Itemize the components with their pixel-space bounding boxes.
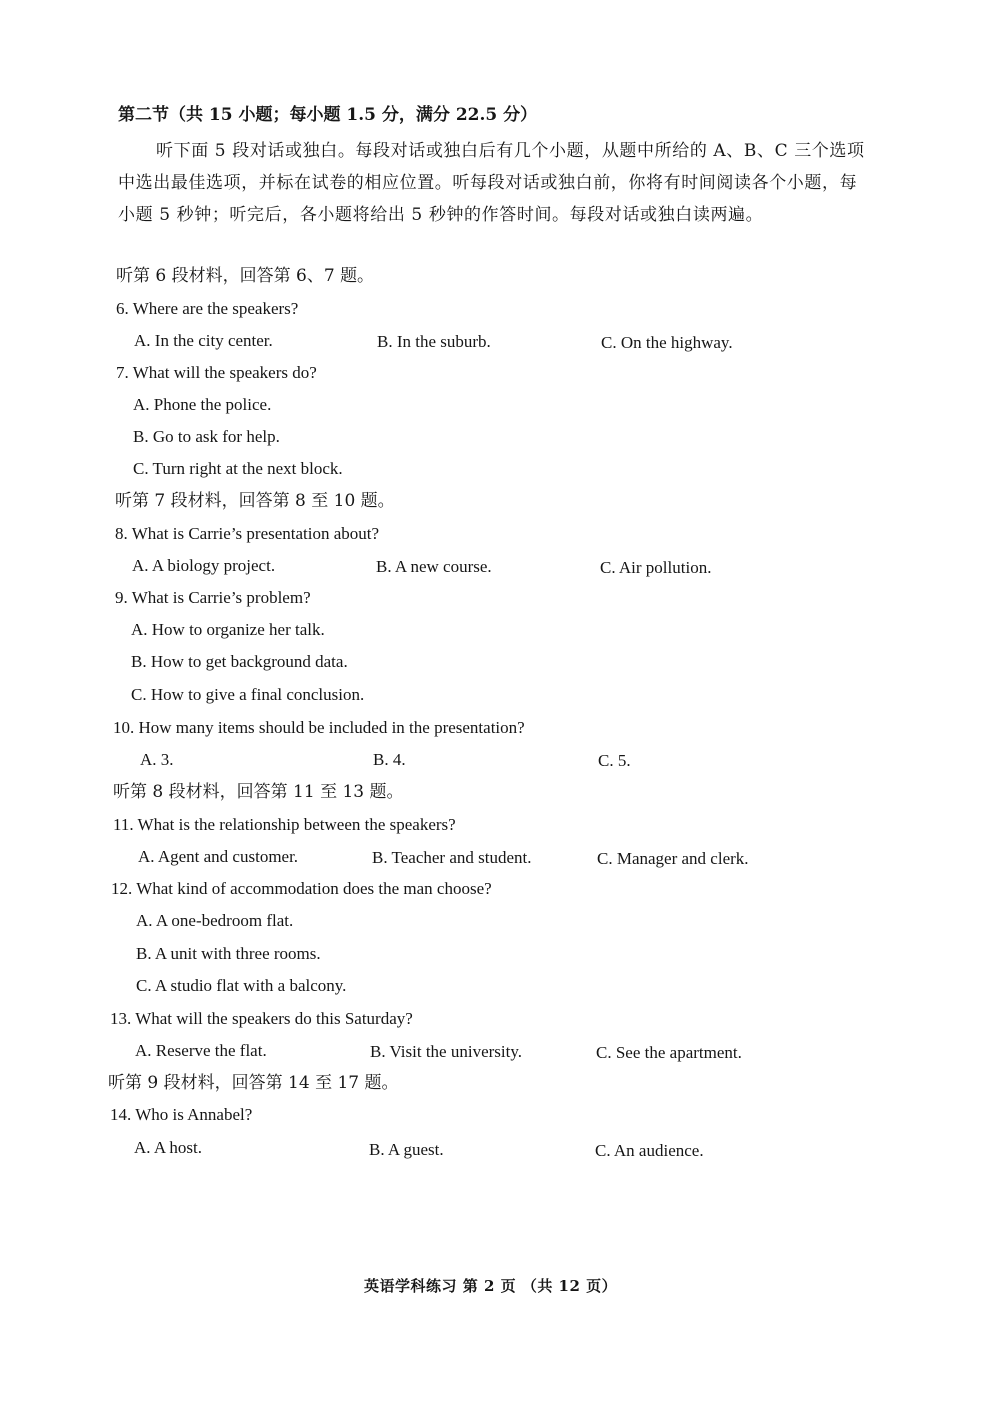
option-c: C. An audience. — [595, 1141, 704, 1160]
option-b: B. A guest. — [369, 1140, 444, 1159]
option-c: C. Air pollution. — [600, 558, 712, 577]
option-a: A. How to organize her talk. — [131, 620, 325, 639]
question-stem: 12. What kind of accommodation does the man choose? — [111, 879, 492, 898]
group-heading: 听第 8 段材料，回答第 11 至 13 题。 — [113, 782, 404, 802]
option-c: C. Manager and clerk. — [597, 849, 749, 868]
option-a: A. In the city center. — [134, 331, 273, 350]
question-stem: 9. What is Carrie’s problem? — [115, 588, 311, 607]
option-a: A. Reserve the flat. — [135, 1041, 267, 1060]
option-a: A. A biology project. — [132, 556, 276, 575]
option-a: A. A one-bedroom flat. — [136, 911, 294, 930]
option-c: C. How to give a final conclusion. — [131, 685, 365, 704]
group-heading: 听第 6 段材料，回答第 6、7 题。 — [116, 266, 375, 286]
option-a: A. 3. — [140, 750, 174, 769]
question-stem: 13. What will the speakers do this Saturday? — [110, 1009, 413, 1028]
question-stem: 10. How many items should be included in the presentation? — [113, 718, 525, 737]
option-b: B. Teacher and student. — [372, 848, 532, 867]
question-stem: 11. What is the relationship between the speakers? — [113, 815, 456, 834]
option-b: B. 4. — [373, 750, 406, 769]
instructions-line-2: 中选出最佳选项，并标在试卷的相应位置。听每段对话或独白前，你将有时间阅读各个小题，每 — [118, 173, 858, 193]
question-stem: 7. What will the speakers do? — [116, 363, 317, 382]
question-stem: 6. Where are the speakers? — [116, 299, 299, 318]
option-b: B. Visit the university. — [370, 1042, 522, 1061]
group-heading: 听第 7 段材料，回答第 8 至 10 题。 — [115, 491, 395, 511]
section-title: 第二节（共 15 小题；每小题 1.5 分，满分 22.5 分） — [118, 105, 538, 125]
option-a: A. Agent and customer. — [138, 847, 299, 866]
instructions-line-3: 小题 5 秒钟；听完后，各小题将给出 5 秒钟的作答时间。每段对话或独白读两遍。 — [118, 205, 764, 225]
option-a: A. Phone the police. — [133, 395, 272, 414]
option-c: C. Turn right at the next block. — [133, 459, 343, 478]
option-c: C. On the highway. — [601, 333, 733, 352]
option-b: B. Go to ask for help. — [133, 427, 280, 446]
option-c: C. A studio flat with a balcony. — [136, 976, 347, 995]
option-b: B. A new course. — [376, 557, 492, 576]
page-footer: 英语学科练习 第 2 页 （共 12 页） — [364, 1277, 618, 1295]
option-b: B. A unit with three rooms. — [136, 944, 321, 963]
option-c: C. 5. — [598, 751, 631, 770]
option-b: B. How to get background data. — [131, 652, 348, 671]
option-b: B. In the suburb. — [377, 332, 491, 351]
question-stem: 8. What is Carrie’s presentation about? — [115, 524, 380, 543]
instructions-line-1: 听下面 5 段对话或独白。每段对话或独白后有几个小题，从题中所给的 A、B、C 三个选项 — [156, 141, 865, 161]
group-heading: 听第 9 段材料，回答第 14 至 17 题。 — [108, 1073, 399, 1093]
option-a: A. A host. — [134, 1138, 203, 1157]
option-c: C. See the apartment. — [596, 1043, 742, 1062]
question-stem: 14. Who is Annabel? — [110, 1105, 253, 1124]
